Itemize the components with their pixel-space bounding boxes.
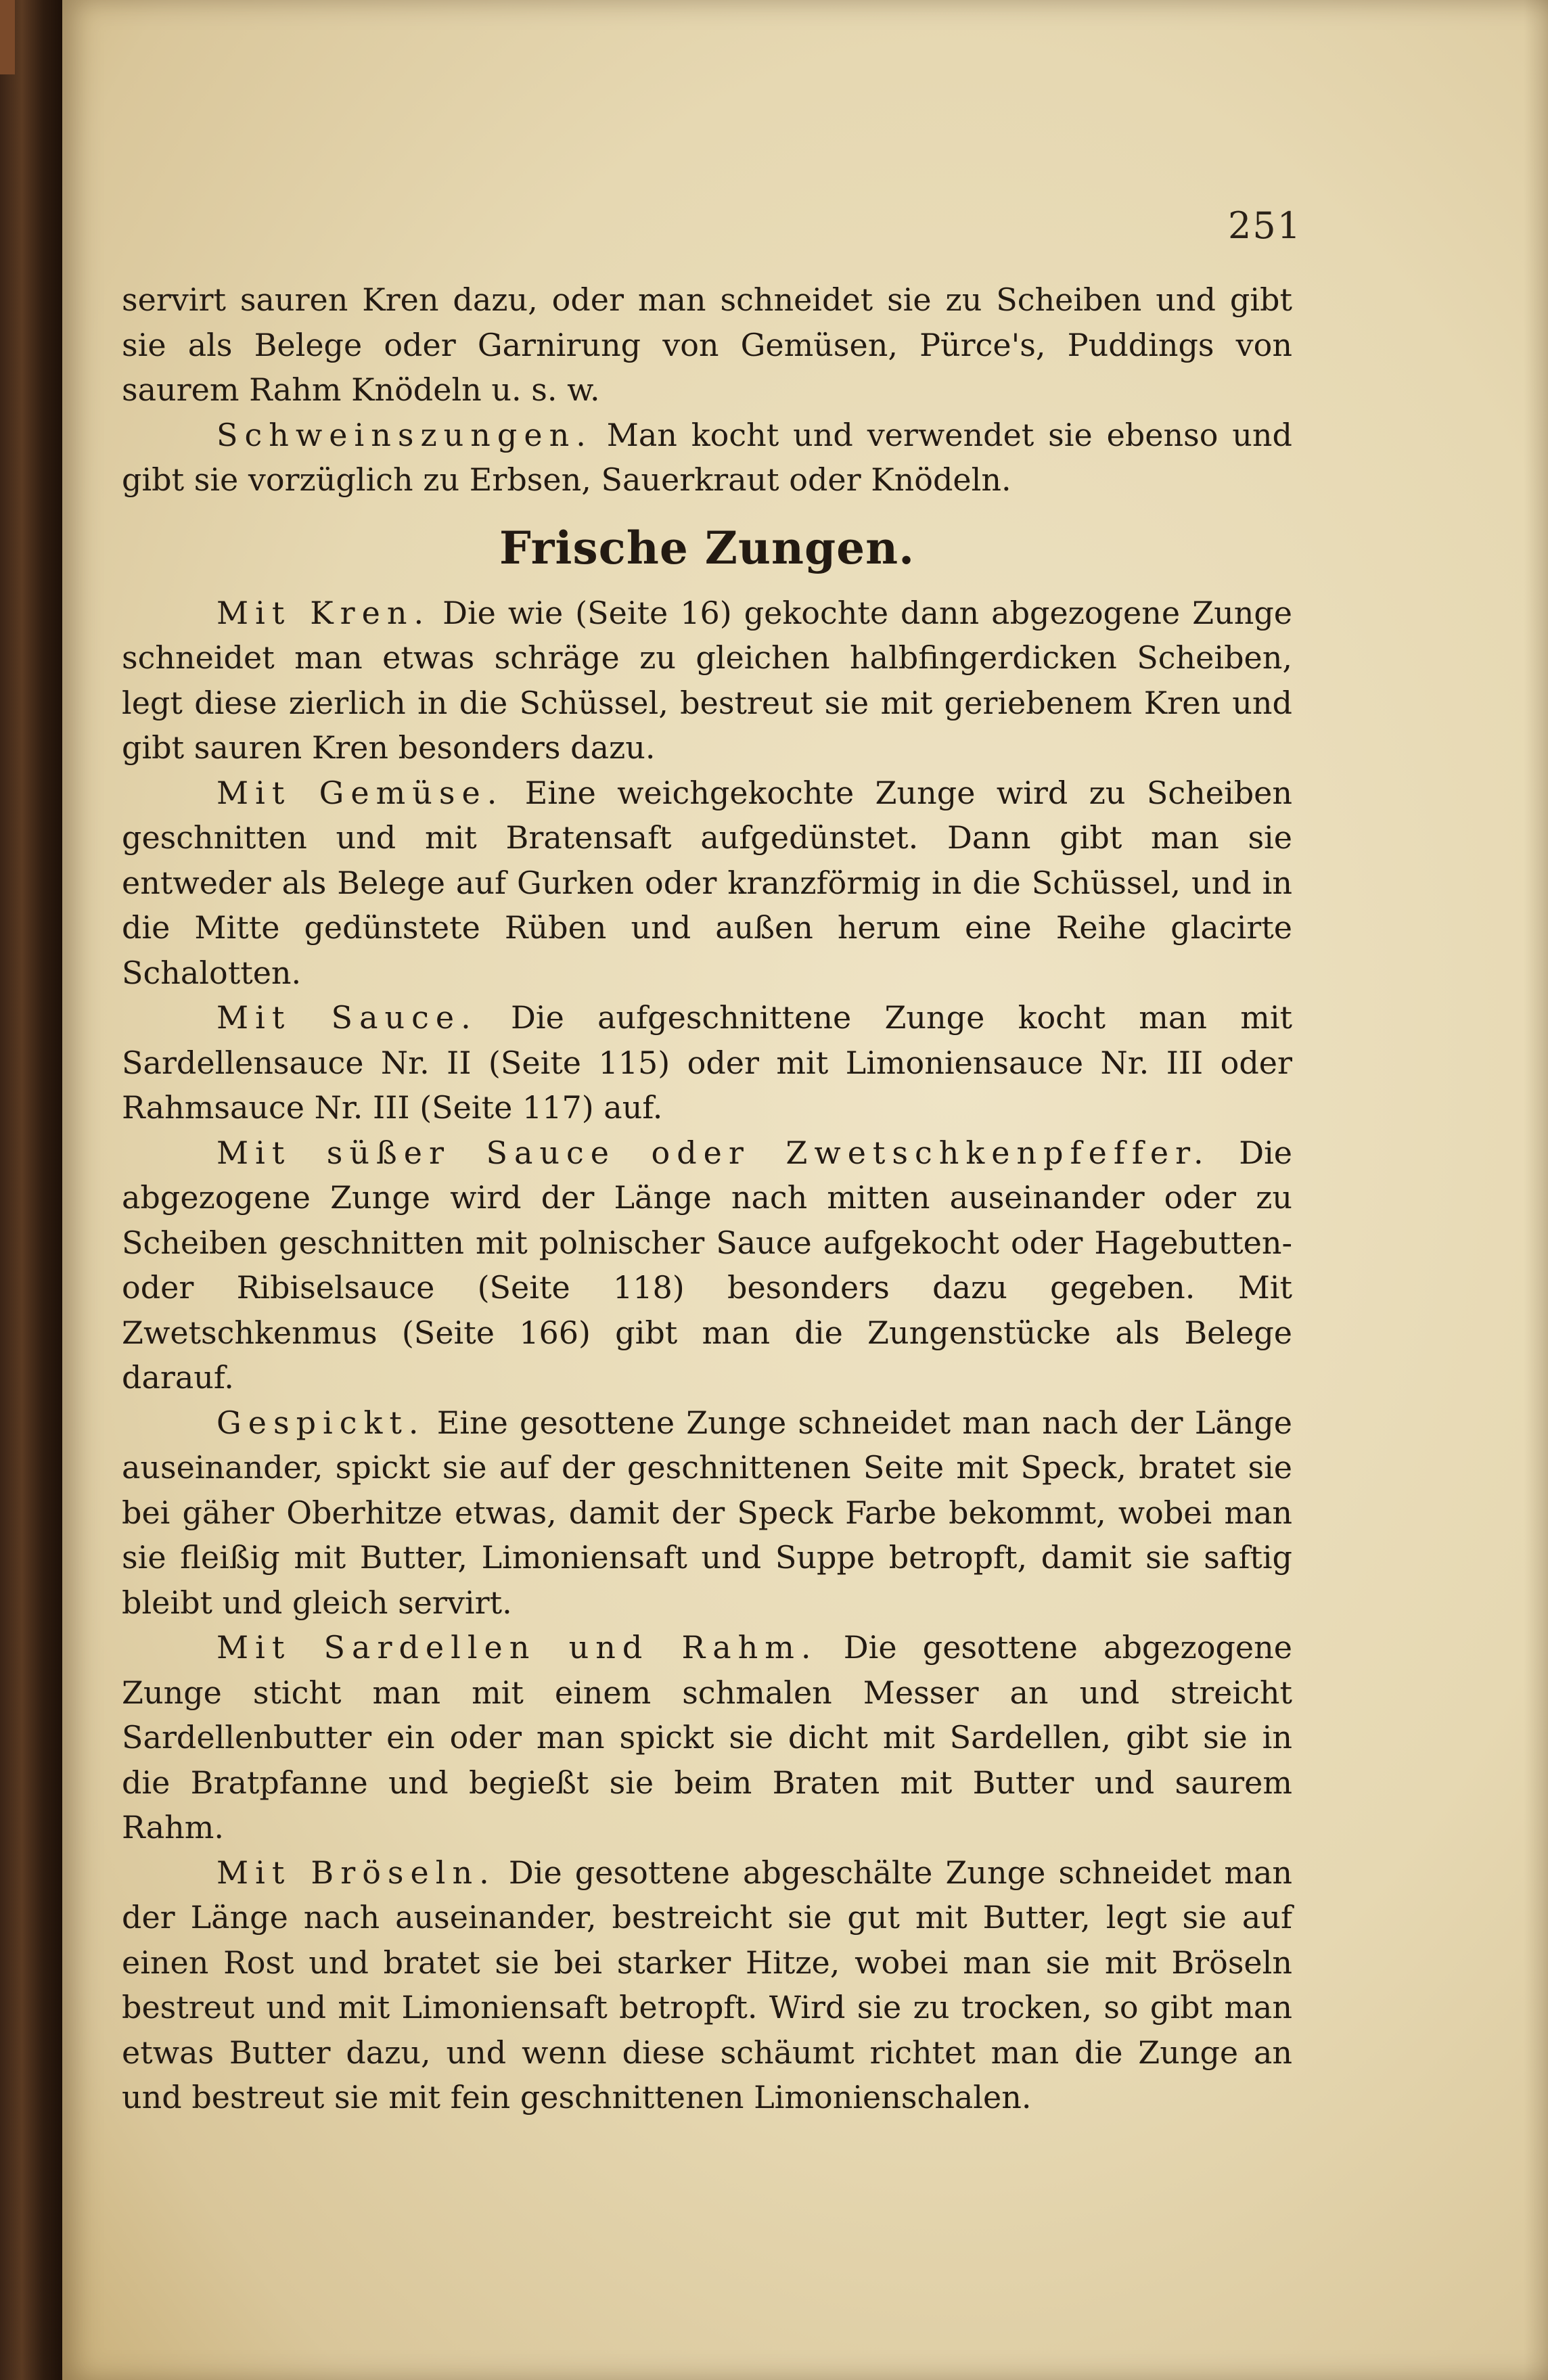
paragraph-lead: Mit Gemüse.: [217, 774, 504, 811]
section-heading: Frische Zungen.: [499, 521, 915, 574]
paragraph-text: Eine weichgekochte Zunge wird zu Scheiben geschnitten und mit Bratensaft aufgedünstet. Dann gibt man sie entweder als Belege auf Gurken oder kranzförmig in die Schüssel, und in die Mitte gedünstete Rüben und außen herum eine Reihe glacirte Schalotten.: [122, 774, 1293, 991]
paragraph-text: Die gesottene abgeschälte Zunge schneidet man der Länge nach auseinander, bestreicht sie gut mit Butter, legt sie auf einen Rost und bratet sie bei starker Hitze, wobei man sie mit Bröseln bestreut und mit Limoniensaft betropft. Wird sie zu trocken, so gibt man etwas Butter dazu, und wenn diese schäumt richtet man die Zunge an und bestreut sie mit fein geschnittenen Limonienschalen.: [122, 1854, 1292, 2115]
paragraph-schweinszungen: [122, 413, 1292, 503]
page-number: 251: [1228, 204, 1302, 247]
paragraph-mit-broeseln: [122, 1850, 1292, 2120]
paragraph-text: servirt sauren Kren dazu, oder man schneidet sie zu Scheiben und gibt sie als Belege oder Garnirung von Gemüsen, Pürce's, Puddings von saurem Rahm Knödeln u. s. w.: [122, 281, 1292, 408]
paragraph-mit-suesser-sauce: [122, 1130, 1292, 1400]
paragraph-lead: Mit süßer Sauce oder Zwetschkenpfeffer.: [217, 1134, 1210, 1171]
paragraph-mit-kren: [122, 591, 1292, 771]
paragraph-text: Eine gesottene Zunge schneidet man nach der Länge auseinander, spickt sie auf der geschnittenen Seite mit Speck, bratet sie bei gäher Oberhitze etwas, damit der Speck Farbe bekommt, wobei man sie fleißig mit Butter, Limoniensaft und Suppe betropft, damit sie saftig bleibt und gleich servirt.: [122, 1404, 1292, 1621]
paragraph-gespickt: [122, 1400, 1292, 1626]
paragraph-intro-continued: [122, 277, 1292, 413]
paragraph-mit-gemuese: [122, 771, 1292, 996]
paragraph-mit-sardellen: [122, 1625, 1292, 1850]
paragraph-lead: Gespickt.: [217, 1404, 426, 1441]
page-edge-shadow: [1524, 0, 1548, 2380]
paragraph-text: Die aufgeschnittene Zunge kocht man mit Sardellensauce Nr. II (Seite 115) oder mit Limoniensauce Nr. III oder Rahmsauce Nr. III (Seite 117) auf.: [122, 999, 1293, 1126]
book-spine: [0, 0, 62, 2380]
paragraph-lead: Mit Sardellen und Rahm.: [217, 1629, 818, 1666]
paragraph-lead: Mit Kren.: [217, 594, 431, 631]
paragraph-mit-sauce: [122, 995, 1292, 1130]
paragraph-text: Die abgezogene Zunge wird der Länge nach mitten auseinander oder zu Scheiben geschnitten mit polnischer Sauce aufgekocht oder Hagebutten- oder Ribiselsauce (Seite 118) besonders dazu gegeben. Mit Zwetschkenmus (Seite 166) gibt man die Zungenstücke als Belege darauf.: [122, 1134, 1293, 1396]
paragraph-lead: Mit Sauce.: [217, 999, 478, 1036]
paragraph-text: Die gesottene abgezogene Zunge sticht man mit einem schmalen Messer an und streicht Sardellenbutter ein oder man spickt sie dicht mit Sardellen, gibt sie in die Bratpfanne und begießt sie beim Braten mit Butter und saurem Rahm.: [122, 1629, 1293, 1846]
spine-edge: [0, 0, 15, 74]
paragraph-text: Man kocht und verwendet sie ebenso und gibt sie vorzüglich zu Erbsen, Sauerkraut oder Knödeln.: [122, 416, 1292, 498]
page-text-body: [122, 277, 1292, 2120]
paragraph-lead: Schweinszungen.: [217, 416, 593, 453]
paragraph-text: Die wie (Seite 16) gekochte dann abgezogene Zunge schneidet man etwas schräge zu gleichen halbfingerdicken Scheiben, legt diese zierlich in die Schüssel, bestreut sie mit geriebenem Kren und gibt sauren Kren besonders dazu.: [122, 594, 1292, 766]
paragraph-lead: Mit Bröseln.: [217, 1854, 496, 1891]
